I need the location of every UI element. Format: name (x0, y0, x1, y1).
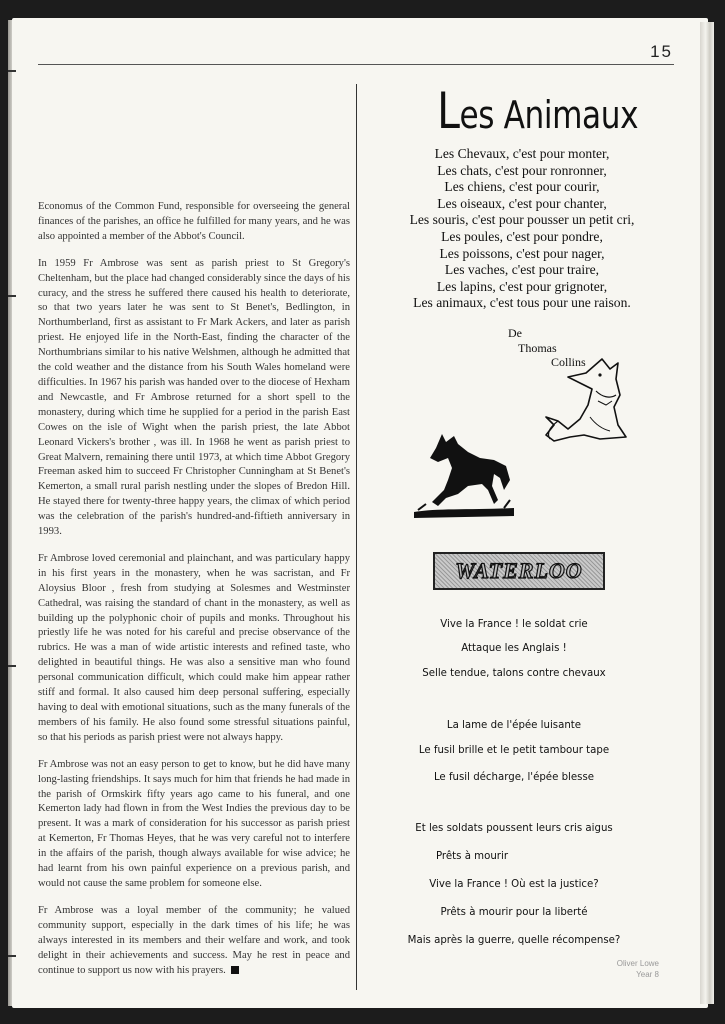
waterloo-line: Attaque les Anglais ! (461, 643, 567, 654)
article-paragraph-text: Fr Ambrose was a loyal member of the community; he valued community support, especially in the dark times of his life; he was always interested in its members and their welfare and work, and took delight in their achievements and success. May he rest in peace and continue to support us now with his prayers. (38, 904, 350, 976)
signature-year: Year 8 (636, 970, 659, 979)
poem-line: Les souris, c'est pour pousser un petit cri, (409, 212, 635, 228)
signature-name: Oliver Lowe (616, 959, 659, 968)
poem-title (437, 82, 639, 140)
article-last-paragraph (38, 904, 350, 979)
waterloo-line: La lame de l'épée luisante (446, 720, 582, 731)
poem-line: Les poissons, c'est pour nager, (439, 245, 605, 261)
poem-line: Les oiseaux, c'est pour chanter, (437, 195, 607, 211)
waterloo-line: Prêts à mourir pour la liberté (440, 907, 588, 918)
waterloo-line: Le fusil brille et le petit tambour tape (418, 745, 610, 756)
waterloo-line: Et les soldats poussent leurs cris aigus (415, 823, 613, 834)
article-paragraph: In 1959 Fr Ambrose was sent as parish priest to St Gregory's Cheltenham, but the place had changed considerably since the days of his curacy, and the stress he suffered there caused his health to deteriorate, so that two years later he was sent to St Benet's, Bedlington, in Northumberland, first as assistant to Fr Mark Ackers, and later as parish priest. He enjoyed life in the North-East, finding the character of the Northumbrians similar to his native Welshmen, although he admitted that the cold weather and the distance from his South Wales homeland were difficulties. In 1967 his parish was handed over to the diocese of Hexham and Newcastle, and Fr Ambrose returned for a short spell to the monastery, during which time he supplied for a period in the parish East Cowes on the isle of Wight when the parish priest, the late Abbot Leonard Vickers's brother , was ill. In 1968 he went as parish priest to Great Malvern, remaining there until 1973, at which time Abbot Gregory Freeman asked him to succeed Fr Christopher Cunningham at St Benet's Kemerton, a small rural parish nestling under the slopes of Bredon Hill. He stayed there for twenty-three happy years, the climax of which period was the celebration of the parish's hundred-and-fiftieth anniversary in 1993. (38, 257, 350, 538)
binding-tick (8, 955, 16, 957)
binding-tick (8, 665, 16, 667)
poem-line: Les chiens, c'est pour courir, (444, 179, 600, 195)
waterloo-line: Mais après la guerre, quelle récompense? (407, 935, 621, 946)
waterloo-line: Selle tendue, talons contre chevaux (422, 668, 606, 679)
author-first-name: Thomas (518, 341, 557, 355)
author-last-name: Collins (551, 355, 586, 369)
poem-line: Les poules, c'est pour pondre, (441, 228, 603, 244)
poem-line: Les animaux, c'est tous pour une raison. (413, 295, 631, 311)
poem-line: Les Chevaux, c'est pour monter, (434, 146, 610, 161)
binding-tick (8, 70, 16, 72)
end-of-article-mark (231, 966, 239, 974)
waterloo-line: Le fusil décharge, l'épée blesse (433, 772, 595, 783)
author-de: De (508, 326, 522, 340)
poem-line: Les chats, c'est pour ronronner, (437, 162, 607, 178)
horse-illustration (408, 428, 520, 522)
poem-title-initial: L (437, 82, 460, 140)
header-rule (38, 64, 674, 65)
wolf-illustration (540, 355, 632, 445)
article-paragraph: Economus of the Common Fund, responsible for overseeing the general finances of the parishes, an office he fulfilled for many years, and he was also appointed a member of the Abbot's Council. (38, 201, 350, 242)
article-paragraph: Fr Ambrose loved ceremonial and plainchant, and was particulary happy in his first years in the monastery, when he was sacristan, and Fr Aloysius Bloor , fresh from studying at Solesmes and Westminster Cathedral, was raising the standard of chant in the monastery, as well as building up the polyphonic choir of pupils and monks. Throughout his priestly life he was noted for his careful and precise observance of the rubrics. He was a man of wide artistic interests and refined taste, who delighted in beautiful things. He was also a sensitive man who found personal communication difficult, which could make him appear rather stiff and formal. It also caused him deep personal suffering, especially having to deal with emotional situations, such as the many funerals of the members of his family. He also found some stressful situations painful, so that his periods as parish priest were not always happy. (38, 552, 350, 743)
waterloo-signature (617, 958, 659, 980)
waterloo-line: Prêts à mourir (435, 851, 509, 862)
obituary-article (38, 200, 350, 990)
binding-tick (8, 295, 16, 297)
page-number: 15 (650, 42, 673, 61)
waterloo-line: Vive la France ! le soldat crie (440, 619, 588, 630)
poem-title-rest: es Animaux (459, 93, 639, 137)
waterloo-title: WATERLOO (455, 558, 583, 583)
poem-line: Les lapins, c'est pour grignoter, (436, 278, 608, 294)
waterloo-title-banner (433, 552, 605, 590)
waterloo-line: Vive la France ! Où est la justice? (429, 879, 599, 890)
article-paragraph: Fr Ambrose was not an easy person to get to know, but he did have many long-lasting friendships. It says much for him that friends he had made in the parish of Ormskirk fifty years ago came to his funeral, and one Kemerton lady had flown in from the West Indies the previous day to be present. It was a mark of consideration for his successor as parish priest at Kemerton, Fr Thomas Heyes, that he was very careful not to interfere in the affairs of the parish, though always available for wise advice; he had learnt from his own painful experience on a previous parish, and would not cause the same problem for someone else. (38, 758, 350, 889)
poem-les-animaux (372, 146, 672, 312)
poem-line: Les vaches, c'est pour traire, (444, 262, 600, 278)
page-stack-edge (700, 22, 714, 1004)
